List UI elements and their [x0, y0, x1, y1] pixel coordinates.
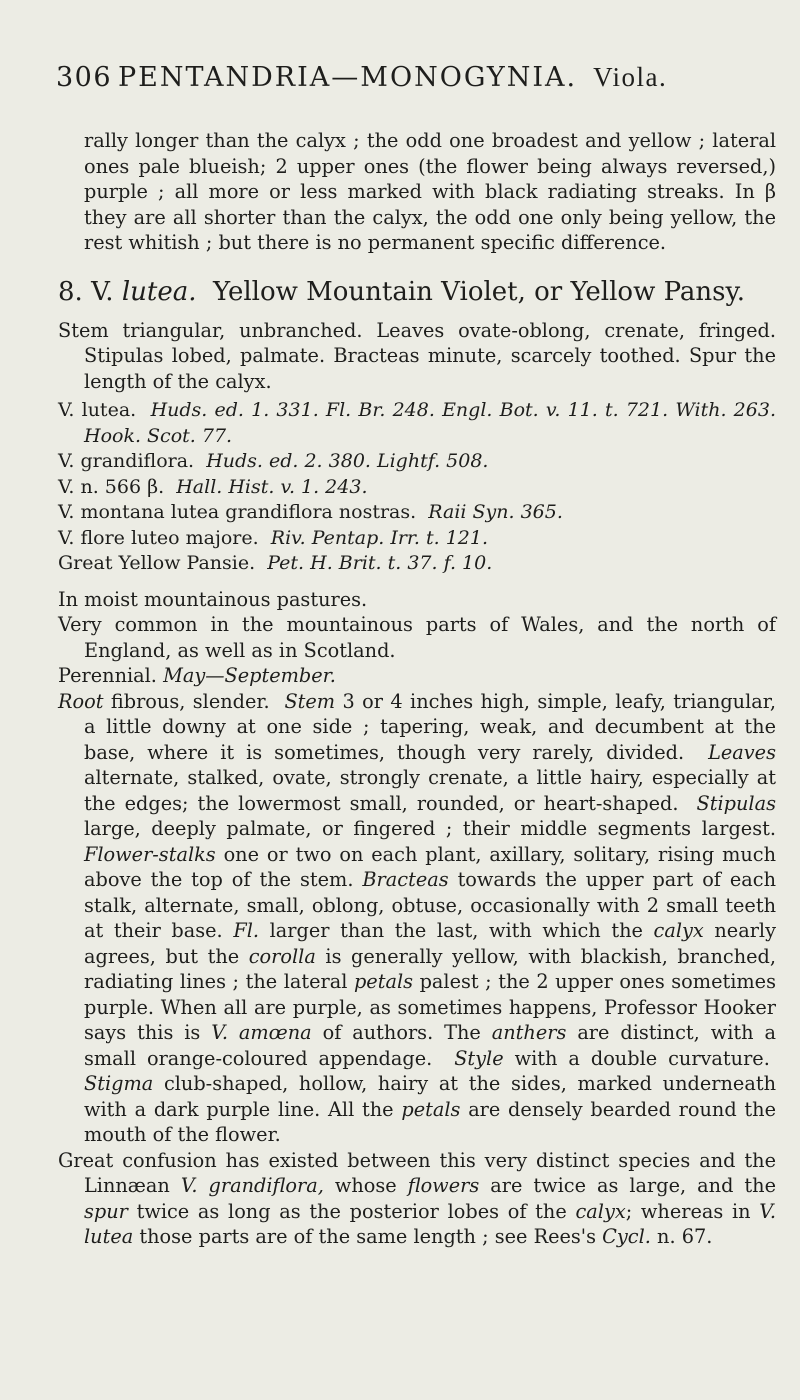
intro-paragraph: rally longer than the calyx ; the odd one broadest and yellow ; lateral ones pale blueish; 2 upper ones (the flower being always reversed,) purple ; all more or less marked with black radiating streaks. In β they are all shorter than the calyx, the odd one only being yellow, the rest whitish ; but there is no permanent specific difference. [84, 129, 776, 254]
synonym-entry: V. flore luteo majore. Riv. Pentap. Irr. t. 121. [58, 526, 489, 549]
synonym-entry: V. grandiflora. Huds. ed. 2. 380. Lightf. 508. [58, 450, 489, 472]
running-header [56, 62, 776, 93]
synonym-entry: Great Yellow Pansie. Pet. H. Brit. t. 37. f. 10. [58, 552, 493, 574]
page-number: 306 [56, 62, 113, 93]
synonym-entry: V. n. 566 β. Hall. Hist. v. 1. 243. [58, 475, 368, 498]
running-genus: Viola. [593, 62, 668, 92]
synonym-list [58, 398, 776, 577]
running-title: PENTANDRIA—MONOGYNIA. [118, 62, 578, 93]
page-body [58, 128, 776, 1250]
species-common-name: Yellow Mountain Violet, or Yellow Pansy. [213, 276, 746, 307]
description: Root fibrous, slender. Stem 3 or 4 inches high, simple, leafy, triangular, a little downy at one side ; tapering, weak, and decumbent at the base, where it is sometimes, though very rarely, divided. Leaves alternate, stalked, ovate, strongly crenate, a little hairy, especially at the edges; the lowermost small, rounded, or heart-shaped. Stipulas large, deeply palmate, or fingered ; their middle segments largest. Flower-stalks one or two on each plant, axillary, solitary, rising much above the top of the stem. Bracteas towards the upper part of each stalk, alternate, small, oblong, obtuse, occasionally with 2 small teeth at their base. Fl. larger than the last, with which the calyx nearly agrees, but the corolla is generally yellow, with blackish, branched, radiating lines ; the lateral petals palest ; the 2 upper ones sometimes purple. When all are purple, as sometimes happens, Professor Hooker says this is V. amœna of authors. The anthers are distinct, with a small orange-coloured appendage. Style with a double curvature. Stigma club-shaped, hollow, hairy at the sides, marked underneath with a dark purple line. All the petals are densely bearded round the mouth of the flower. [58, 689, 776, 1146]
duration: Perennial. May—September. [58, 664, 336, 687]
species-number: 8. [58, 276, 83, 307]
confusion-note: Great confusion has existed between this very distinct species and the Linnæan V. grandiflora, whose flowers are twice as large, and the spur twice as long as the posterior lobes of the calyx; whereas in V. lutea those parts are of the same length ; see Rees's Cycl. n. 67. [58, 1148, 776, 1248]
species-epithet: lutea. [121, 276, 197, 307]
habitat: In moist mountainous pastures. [58, 587, 368, 611]
distribution: Very common in the mountainous parts of Wales, and the north of England, as well as in Scotland. [58, 613, 776, 662]
synonym-entry: V. lutea. Huds. ed. 1. 331. Fl. Br. 248. Engl. Bot. v. 11. t. 721. With. 263. Hook. Scot. 77. [58, 399, 776, 447]
synonym-entry: V. montana lutea grandiflora nostras. Raii Syn. 365. [58, 501, 563, 523]
species-heading: 8. V. lutea. Yellow Mountain Violet, or Yellow Pansy. [58, 276, 746, 307]
species-diagnosis: Stem triangular, unbranched. Leaves ovate-oblong, crenate, fringed. Stipulas lobed, palmate. Bracteas minute, scarcely toothed. Spur the length of the calyx. [58, 318, 776, 393]
